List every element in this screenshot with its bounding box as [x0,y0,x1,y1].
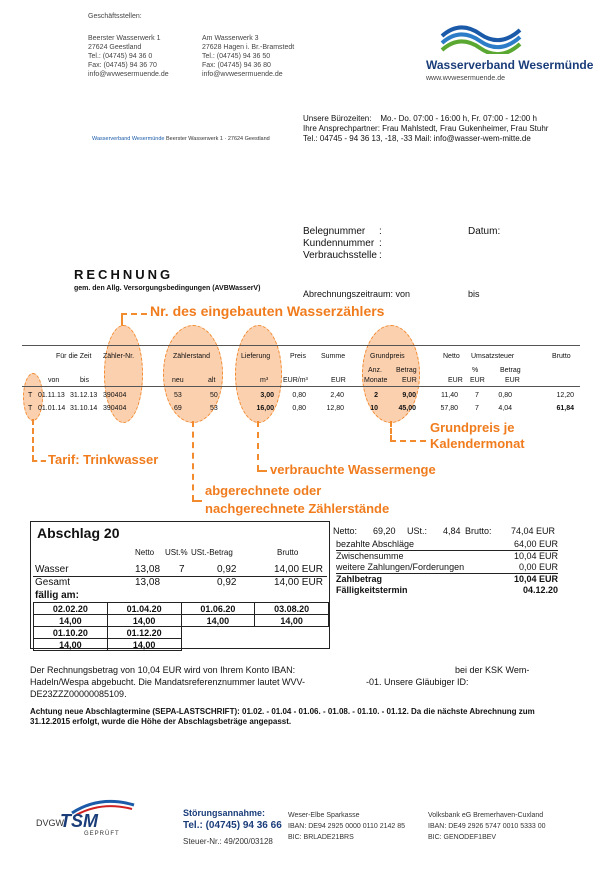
col-summe: Summe [321,353,346,360]
grid-cell: 01.06.20 [181,603,255,615]
col-eur3: EUR [448,377,463,384]
cell-ust: 0,80 [498,392,512,399]
colon: : [379,226,382,237]
period-bis: bis [468,289,480,299]
office-2 [202,34,294,79]
summary-label: Fälligkeitstermin [336,585,408,595]
cell-summe: 12,80 [326,405,344,412]
summary-label: weitere Zahlungen/Forderungen [336,562,465,572]
sum-brutto: 74,04 EUR [511,526,556,536]
meta-labels [303,226,382,262]
col-brutto: Brutto [552,353,571,360]
verbrauch-label: Verbrauchsstelle [303,250,377,261]
ab-col-brutto: Brutto [277,548,299,557]
grid-cell: 14,00 [107,615,181,627]
abschlag-box [30,521,330,649]
steuer-nr: Steuer-Nr.: 49/200/03128 [183,837,273,846]
ab-brutto: 14,00 EUR [274,577,323,588]
summary-line [336,550,558,562]
col-neu: neu [172,377,184,384]
stand-line2: nachgerechnete Zählerstände [205,501,390,516]
notice-text: Achtung neue Abschlagtermine (SEPA-LASTSCHRIFT): 01.02. - 01.04 - 01.06. - 01.08. - 01.10. - 01.12. Da die nächste Abrechnung zum 31.12.2015 erfolgt, wurde die Höhe der Abschlagsbeträge angepasst. [30,707,535,726]
cell-preis: 0,80 [292,405,306,412]
ab-label: Gesamt [35,577,71,588]
arrow-tarif-h [32,460,46,462]
payment-line2: Hadeln/Wespa abgebucht. Die Mandatsreferenznummer lautet WVV- [30,677,305,687]
grundpreis-annotation [430,420,525,452]
ab-label: Wasser [35,564,69,575]
bank2-line: IBAN: DE49 2926 5747 0010 5333 00 [428,823,546,830]
bank2-line: Volksbank eG Bremerhaven-Cuxland [428,812,544,819]
col-preis: Preis [290,353,306,360]
ab-netto: 13,08 [135,564,161,575]
cell-brutto: 12,20 [556,392,574,399]
sender-address: Beerster Wasserwerk 1 · 27624 Geestland [165,136,270,142]
cell-anz: 10 [370,405,378,412]
cell-netto: 57,80 [440,405,458,412]
grid-cell: 01.04.20 [107,603,181,615]
col-netto: Netto [443,353,460,360]
col-bis: bis [80,377,89,384]
cell-summe: 2,40 [330,392,344,399]
ab-col-ust: USt.% [165,548,188,557]
arrow-tarif [32,419,34,461]
cell-preis: 0,80 [292,392,306,399]
bank1-line: BIC: BRLADE21BRS [288,834,354,841]
tsm-label: TSM [60,811,98,831]
arrow-readings [192,421,194,501]
col-von: von [48,377,60,384]
cell-netto: 11,40 [441,392,458,399]
abschlag-title: Abschlag 20 [37,525,120,541]
readings-annotation [205,482,389,518]
ab-ustb: 0,92 [217,564,237,575]
org-name: Wasserverband Wesermünde [426,58,594,72]
arrow-usage-h [257,470,267,472]
period-label: Abrechnungszeitraum: von [303,289,411,299]
payment-text [30,664,570,700]
col-ust: Umsatzsteuer [471,353,515,360]
grid-cell: 14,00 [181,615,255,627]
summary-label: Zwischensumme [336,551,404,561]
sum-ust: 4,84 [443,526,461,536]
colon: : [379,250,382,261]
office1-line: Tel.: (04745) 94 36 0 [88,53,153,60]
col-betrag2: Betrag [500,367,521,374]
bank1-line: Weser-Elbe Sparkasse [288,812,360,819]
cell-betrag: 9,00 [402,392,416,399]
col-eur1: EUR [331,377,346,384]
grid-cell [181,639,255,651]
cell-ust: 4,04 [498,405,512,412]
office1-line: info@wvwesermuende.de [88,71,169,78]
arrow-meter [121,314,123,326]
col-eur5: EUR [505,377,520,384]
bank-1 [288,810,405,843]
summary-lines [336,539,558,596]
summary-value: 10,04 EUR [513,551,558,561]
cell-von: 01.11.13 [38,392,65,399]
ab-ust: 7 [179,564,185,575]
sender-line [92,136,270,142]
cell-tarif: T [28,392,33,399]
col-pct: % [472,367,479,374]
tel-line: Tel.: 04745 - 94 36 13, -18, -33 Mail: info@wasser-wem-mitte.de [303,134,531,143]
cell-betrag: 45,00 [398,405,416,412]
cell-alt: 53 [210,405,218,412]
contacts-label: Ihre Ansprechpartner: [303,124,380,133]
cell-anz: 2 [374,392,378,399]
grid-cell: 14,00 [34,639,108,651]
col-eur4: EUR [470,377,485,384]
col-zaehler: Zähler-Nr. [103,353,135,360]
grid-cell: 14,00 [34,615,108,627]
grid-cell: 02.02.20 [34,603,108,615]
office-info [303,114,548,144]
dvgw-label: DVGW [36,818,64,828]
grund-line2: Kalendermonat [430,436,525,451]
stoerung-label: Störungsannahme: [183,808,266,818]
ab-netto: 13,08 [135,577,161,588]
summary-label: Zahlbetrag [336,574,383,584]
arrow-base [390,421,392,441]
ab-brutto: 14,00 EUR [274,564,323,575]
office2-line: info@wvwesermuende.de [202,71,283,78]
cell-nr: 390404 [103,405,127,412]
col-betrag: Betrag [396,367,417,374]
office1-line: 27624 Geestland [88,44,142,51]
cell-bis: 31.12.13 [70,392,98,399]
arrow-meter-h [121,313,147,315]
due-dates-grid [33,602,329,651]
col-grundpreis: Grundpreis [370,353,405,360]
ab-col-ustb: USt.-Betrag [191,548,233,557]
grid-cell [181,627,255,639]
summary-line [336,539,558,550]
summary-line [336,573,558,585]
col-monate: Monate [364,377,388,384]
col-eur2: EUR [402,377,417,384]
cell-lieferung: 3,00 [260,392,274,399]
summary-value: 64,00 EUR [513,539,558,549]
payment-line1b: bei der KSK Wem- [455,665,530,675]
payment-line3: DE23ZZZ00000085109. [30,689,127,699]
payment-line1: Der Rechnungsbetrag von 10,04 EUR wird von Ihrem Konto IBAN: [30,665,296,675]
grid-cell: 14,00 [107,639,181,651]
col-alt: alt [208,377,216,384]
ab-col-netto: Netto [135,548,155,557]
stoerung-tel: Tel.: (04745) 94 36 66 [183,820,282,831]
payment-line2b: -01. Unsere Gläubiger ID: [366,677,469,687]
bank1-line: IBAN: DE94 2925 0000 0110 2142 85 [288,823,406,830]
table-top-rule [22,345,580,346]
grid-cell: 14,00 [255,615,329,627]
col-eurm3: EUR/m³ [283,377,308,384]
offices-label: Geschäftsstellen: [88,13,142,20]
sender-org: Wasserverband Wesermünde [92,136,165,142]
grund-line1: Grundpreis je [430,420,515,435]
invoice-subtitle: gem. den Allg. Versorgungsbedingungen (AVBWasserV) [74,285,261,292]
invoice-title: RECHNUNG [74,267,174,282]
office1-line: Beerster Wasserwerk 1 [88,35,161,42]
sum-ust-label: USt.: [407,526,428,536]
hours-value: Mo.- Do. 07:00 - 16:00 h, Fr. 07:00 - 12:00 h [380,114,537,123]
arrow-base-h [390,440,426,442]
cell-nr: 390404 [103,392,127,399]
office2-line: 27628 Hagen i. Br.-Bramstedt [202,44,295,51]
summary-value: 0,00 EUR [518,562,558,572]
kunde-label: Kundennummer [303,238,375,249]
office2-line: Fax: (04745) 94 36 80 [202,62,271,69]
beleg-label: Belegnummer [303,226,366,237]
grid-cell: 01.12.20 [107,627,181,639]
arrow-usage [257,421,259,471]
bank2-line: BIC: GENODEF1BEV [428,834,497,841]
cell-von: 01.01.14 [38,405,66,412]
hours-label: Unsere Bürozeiten: [303,114,372,123]
stand-line1: abgerechnete oder [205,483,322,498]
cell-alt: 50 [210,392,218,399]
summary-value: 04.12.20 [522,585,558,595]
summary-label: bezahlte Abschläge [336,539,415,549]
cell-pct: 7 [475,392,479,399]
office1-line: Fax: (04745) 94 36 70 [88,62,157,69]
grid-cell [255,639,329,651]
contacts-value: Frau Mahlstedt, Frau Gukenheimer, Frau Stuhr [382,124,549,133]
col-zeit: Für die Zeit [56,353,92,360]
faellig-label: fällig am: [35,590,79,601]
sum-brutto-label: Brutto: [465,526,492,536]
summary-line [336,562,558,573]
cell-neu: 69 [174,405,182,412]
col-lieferung: Lieferung [241,353,271,360]
website-link[interactable]: www.wvwesermuende.de [426,75,505,82]
sum-netto-label: Netto: [333,526,358,536]
grid-cell: 03.08.20 [255,603,329,615]
ab-ustb: 0,92 [217,577,237,588]
colon: : [379,238,382,249]
cell-neu: 53 [174,392,182,399]
cell-lieferung: 16,00 [256,405,274,412]
summary-value: 10,04 EUR [513,574,558,584]
cell-brutto: 61,84 [556,405,574,412]
col-stand: Zählerstand [173,353,210,360]
bank-2 [428,810,546,843]
wave-logo-icon [440,16,522,54]
meter-annotation: Nr. des eingebauten Wasserzählers [150,303,385,319]
arrow-readings-h [192,500,202,502]
grid-cell: 01.10.20 [34,627,108,639]
datum-label: Datum: [468,226,501,237]
grid-cell [255,627,329,639]
sum-netto: 69,20 [373,526,396,536]
tarif-annotation: Tarif: Trinkwasser [48,452,159,467]
usage-annotation: verbrauchte Wassermenge [270,462,436,477]
col-anz: Anz. [368,367,383,374]
cell-pct: 7 [475,405,479,412]
summary-line [336,585,558,596]
cell-bis: 31.10.14 [70,405,98,412]
col-m3: m³ [260,377,269,384]
geprueft-label: GEPRÜFT [84,831,120,837]
office2-line: Tel.: (04745) 94 36 50 [202,53,271,60]
cell-tarif: T [28,405,33,412]
office-1 [88,34,169,79]
table-header-rule [22,386,580,387]
office2-line: Am Wasserwerk 3 [202,35,259,42]
